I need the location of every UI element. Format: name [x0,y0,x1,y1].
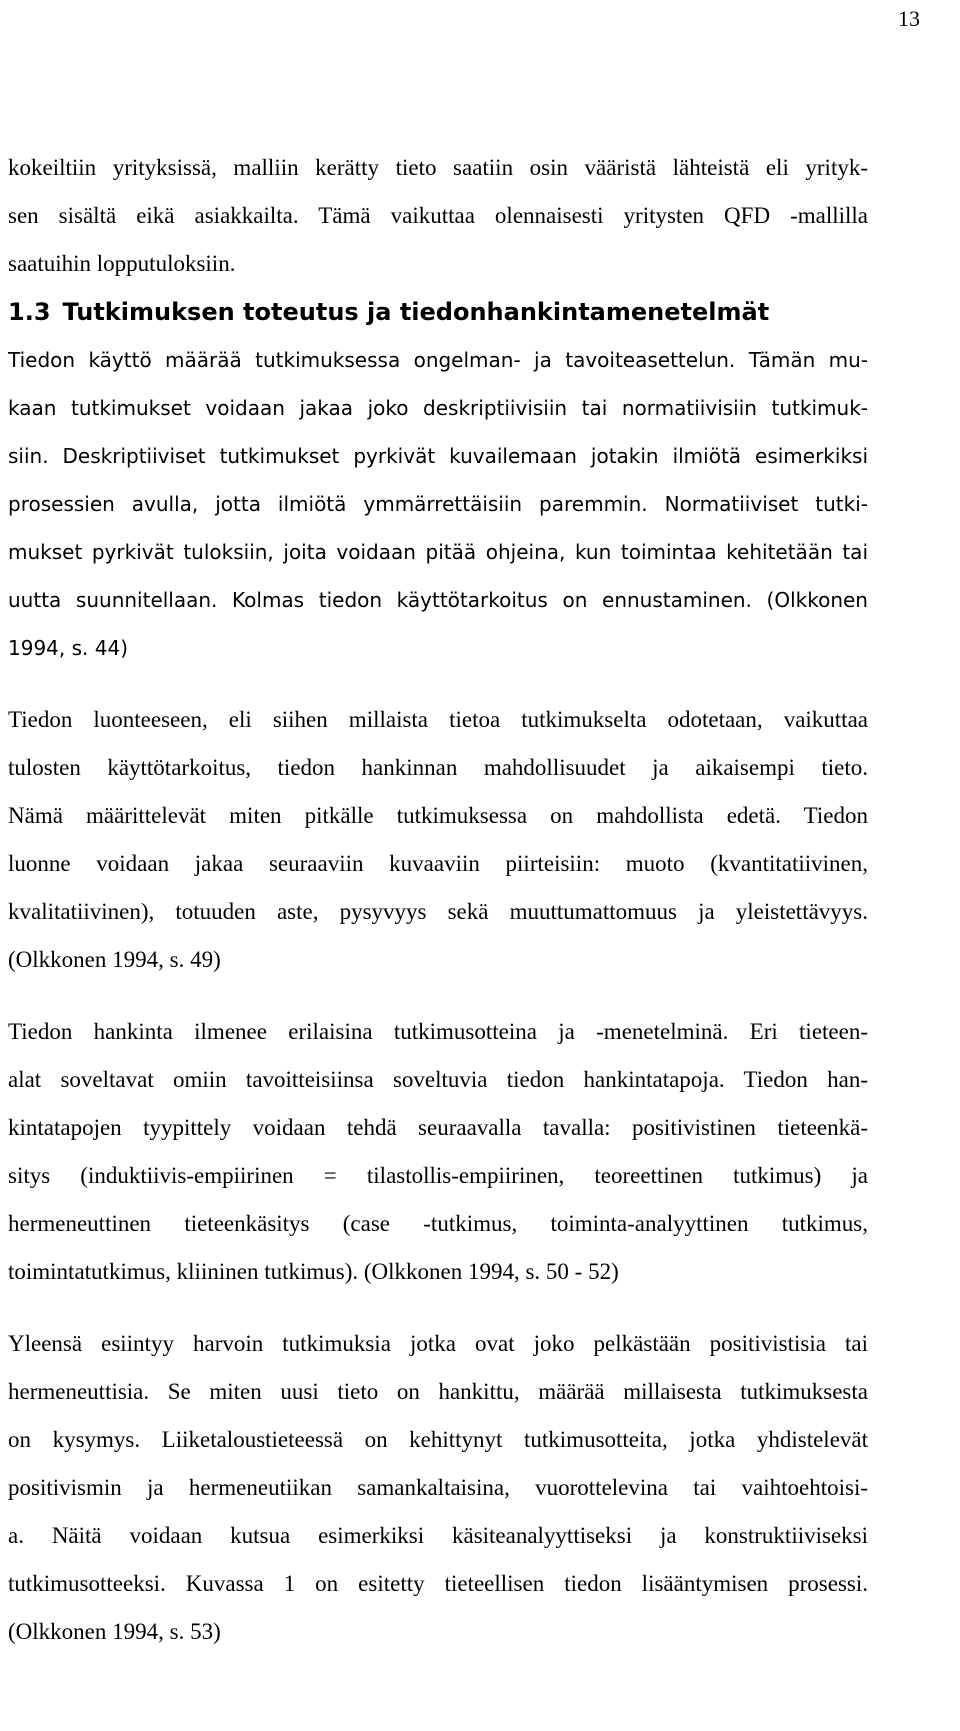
intro-paragraph [8,144,868,288]
text-line: kvalitatiivinen), totuuden aste, pysyvyys sekä muuttumattomuus ja yleistettävyys. [8,899,868,924]
text-line: Nämä määrittelevät miten pitkälle tutkimuksessa on mahdollista edetä. Tiedon [8,803,868,828]
text-line: (Olkkonen 1994, s. 53) [8,1619,221,1644]
text-line: toimintatutkimus, kliininen tutkimus). (Olkkonen 1994, s. 50 - 52) [8,1259,619,1284]
paragraph-gap [8,672,868,696]
section-heading [8,288,868,336]
text-line: 1994, s. 44) [8,636,128,660]
page-body [8,144,868,1656]
section-number: 1.3 [8,298,51,326]
text-line: uutta suunnitellaan. Kolmas tiedon käyttötarkoitus on ennustaminen. (Olkkonen [8,588,868,612]
text-line: sen sisältä eikä asiakkailta. Tämä vaikuttaa olennaisesti yritysten QFD -mallilla [8,203,868,228]
text-line: hermeneuttisia. Se miten uusi tieto on hankittu, määrää millaisesta tutkimuksesta [8,1379,868,1404]
text-line: luonne voidaan jakaa seuraaviin kuvaaviin piirteisiin: muoto (kvantitatiivinen, [8,851,868,876]
text-line: Tiedon käyttö määrää tutkimuksessa ongelman- ja tavoiteasettelun. Tämän mu- [8,348,868,372]
paragraph-3 [8,1008,868,1296]
text-line: positivismin ja hermeneutiikan samankaltaisina, vuorottelevina tai vaihtoehtoisi- [8,1475,868,1500]
text-line: kaan tutkimukset voidaan jakaa joko deskriptiivisiin tai normatiivisiin tutkimuk- [8,396,868,420]
text-line: siin. Deskriptiiviset tutkimukset pyrkivät kuvailemaan jotakin ilmiötä esimerkiksi [8,444,868,468]
paragraph-gap [8,984,868,1008]
text-line: hermeneuttinen tieteenkäsitys (case -tutkimus, toiminta-analyyttinen tutkimus, [8,1211,868,1236]
page-number: 13 [898,6,920,31]
text-line: mukset pyrkivät tuloksiin, joita voidaan pitää ohjeina, kun toimintaa kehitetään tai [8,540,868,564]
text-line: kokeiltiin yrityksissä, malliin kerätty tieto saatiin osin vääristä lähteistä eli yrityk- [8,155,868,180]
text-line: Tiedon luonteeseen, eli siihen millaista tietoa tutkimukselta odotetaan, vaikuttaa [8,707,868,732]
text-line: tutkimusotteeksi. Kuvassa 1 on esitetty tieteellisen tiedon lisääntymisen prosessi. [8,1571,868,1596]
text-line: tulosten käyttötarkoitus, tiedon hankinnan mahdollisuudet ja aikaisempi tieto. [8,755,868,780]
paragraph-1 [8,336,868,672]
text-line: on kysymys. Liiketaloustieteessä on kehittynyt tutkimusotteita, jotka yhdistelevät [8,1427,868,1452]
text-line: (Olkkonen 1994, s. 49) [8,947,221,972]
text-line: alat soveltavat omiin tavoitteisiinsa soveltuvia tiedon hankintatapoja. Tiedon han- [8,1067,868,1092]
text-line: Tiedon hankinta ilmenee erilaisina tutkimusotteina ja -menetelminä. Eri tieteen- [8,1019,868,1044]
text-line: sitys (induktiivis-empiirinen = tilastollis-empiirinen, teoreettinen tutkimus) ja [8,1163,868,1188]
paragraph-2 [8,696,868,984]
text-line: prosessien avulla, jotta ilmiötä ymmärrettäisiin paremmin. Normatiiviset tutki- [8,492,868,516]
text-line: a. Näitä voidaan kutsua esimerkiksi käsiteanalyyttiseksi ja konstruktiiviseksi [8,1523,868,1548]
text-line: saatuihin lopputuloksiin. [8,251,236,276]
paragraph-gap [8,1296,868,1320]
section-title: Tutkimuksen toteutus ja tiedonhankintamenetelmät [62,298,770,326]
text-line: kintatapojen tyypittely voidaan tehdä seuraavalla tavalla: positivistinen tieteenkä- [8,1115,868,1140]
paragraph-4 [8,1320,868,1656]
text-line: Yleensä esiintyy harvoin tutkimuksia jotka ovat joko pelkästään positivistisia tai [8,1331,868,1356]
